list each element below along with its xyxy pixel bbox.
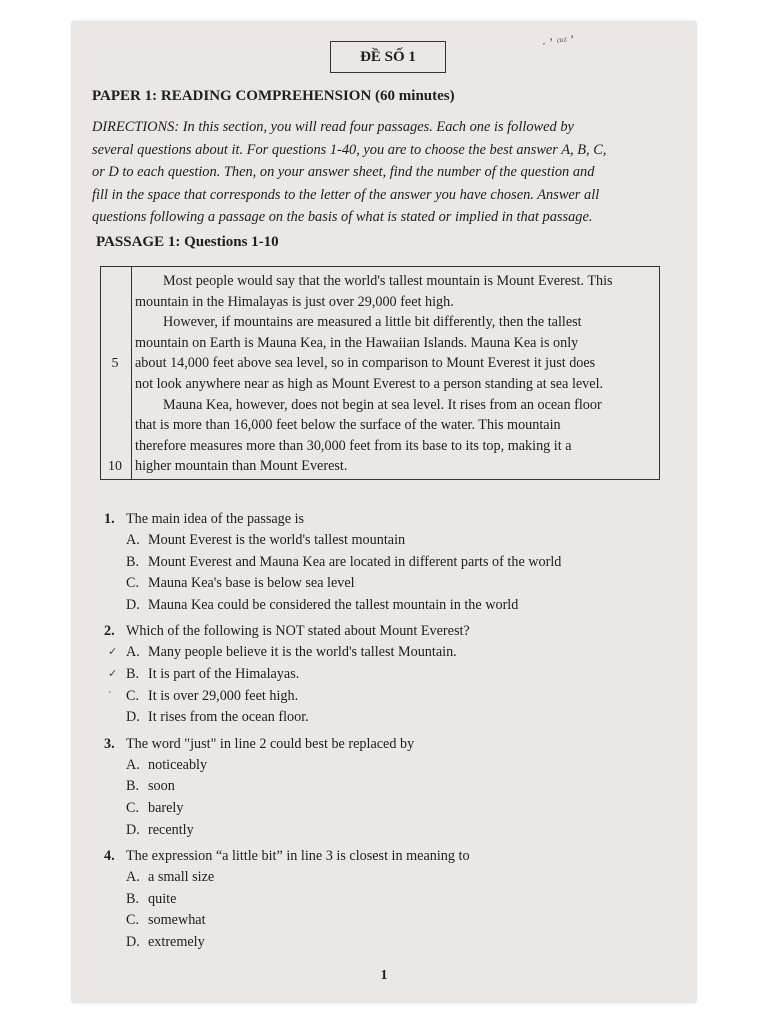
exam-title bbox=[330, 41, 446, 73]
question-4 bbox=[104, 845, 664, 953]
question-stem bbox=[104, 508, 664, 530]
option-text: noticeably bbox=[148, 756, 208, 773]
answer-option[interactable] bbox=[104, 867, 664, 889]
answer-option[interactable] bbox=[104, 798, 664, 820]
question-text: Which of the following is NOT stated about Mount Everest? bbox=[126, 623, 470, 640]
question-number: 3. bbox=[104, 735, 115, 752]
answer-option[interactable] bbox=[104, 932, 664, 954]
option-letter: B. bbox=[126, 778, 140, 795]
passage-line: not look anywhere near as high as Mount Everest to a person standing at sea level. bbox=[135, 375, 604, 392]
passage-line: Most people would say that the world's tallest mountain is Mount Everest. This bbox=[163, 273, 613, 289]
answer-option[interactable] bbox=[104, 707, 664, 729]
answer-option[interactable] bbox=[104, 552, 664, 574]
option-text: Mount Everest is the world's tallest mountain bbox=[148, 532, 406, 548]
directions-line: fill in the space that corresponds to the letter of the answer you have chosen. Answer all bbox=[92, 186, 600, 203]
option-text: It rises from the ocean floor. bbox=[148, 709, 309, 726]
question-1 bbox=[104, 508, 664, 616]
option-letter: D. bbox=[126, 821, 140, 838]
question-stem bbox=[104, 845, 664, 867]
line-number-10: 10 bbox=[108, 459, 122, 474]
passage-line: about 14,000 feet above sea level, so in comparison to Mount Everest it just does bbox=[135, 355, 596, 372]
passage-line: mountain in the Himalayas is just over 29,000 feet high. bbox=[135, 293, 454, 310]
option-text: barely bbox=[148, 799, 184, 816]
option-text: extremely bbox=[148, 933, 205, 950]
line-number-5: 5 bbox=[111, 356, 119, 371]
answer-option[interactable] bbox=[104, 664, 664, 686]
answer-option[interactable] bbox=[104, 910, 664, 932]
option-letter: C. bbox=[126, 912, 140, 929]
directions-line: questions following a passage on the basis of what is stated or implied in that passage. bbox=[92, 209, 593, 225]
option-text: quite bbox=[148, 890, 177, 907]
line-number-column bbox=[101, 267, 132, 479]
answer-option[interactable] bbox=[104, 686, 664, 708]
question-number: 2. bbox=[104, 623, 115, 640]
answer-option[interactable] bbox=[104, 530, 664, 552]
handwritten-check-icon: ✓ bbox=[108, 646, 118, 659]
option-letter: A. bbox=[126, 644, 140, 661]
directions bbox=[92, 116, 672, 229]
passage-line: mountain on Earth is Mauna Kea, in the Hawaiian Islands. Mauna Kea is only bbox=[135, 334, 579, 351]
passage-line: higher mountain than Mount Everest. bbox=[135, 458, 348, 475]
paper-title: PAPER 1: READING COMPREHENSION (60 minutes) bbox=[92, 88, 455, 104]
answer-option[interactable] bbox=[104, 755, 664, 777]
option-text: It is over 29,000 feet high. bbox=[148, 687, 299, 704]
passage-line: therefore measures more than 30,000 feet from its base to its top, making it a bbox=[135, 437, 572, 454]
passage-box bbox=[100, 266, 660, 480]
answer-option[interactable] bbox=[104, 889, 664, 911]
question-3 bbox=[104, 733, 664, 841]
question-2 bbox=[104, 620, 664, 728]
option-letter: C. bbox=[126, 687, 140, 704]
option-letter: B. bbox=[126, 890, 140, 907]
option-letter: A. bbox=[126, 756, 140, 773]
option-letter: D. bbox=[126, 596, 140, 613]
exam-title-text: ĐỀ SỐ 1 bbox=[360, 48, 416, 65]
directions-line: or D to each question. Then, on your answer sheet, find the number of the question and bbox=[92, 164, 595, 180]
option-letter: C. bbox=[126, 575, 140, 592]
answer-option[interactable] bbox=[104, 820, 664, 842]
handwritten-check-icon: ✓ bbox=[108, 667, 118, 680]
option-text: It is part of the Himalayas. bbox=[148, 665, 300, 682]
passage-text bbox=[135, 271, 657, 477]
question-list bbox=[104, 508, 664, 958]
option-text: soon bbox=[148, 778, 175, 795]
directions-line: DIRECTIONS: In this section, you will read four passages. Each one is followed by bbox=[92, 119, 574, 135]
option-text: Mauna Kea's base is below sea level bbox=[148, 575, 355, 592]
answer-option[interactable] bbox=[104, 776, 664, 798]
option-text: Mauna Kea could be considered the tallest mountain in the world bbox=[148, 596, 519, 613]
handwritten-check-icon: ˋ bbox=[108, 689, 112, 702]
question-stem bbox=[104, 733, 664, 755]
passage-line: However, if mountains are measured a little bit differently, then the tallest bbox=[163, 314, 582, 331]
option-letter: A. bbox=[126, 869, 140, 886]
option-letter: A. bbox=[126, 532, 140, 548]
handwritten-note: · ʼ ᶜᵘᶻ ʼ bbox=[541, 31, 575, 52]
passage-line: that is more than 16,000 feet below the surface of the water. This mountain bbox=[135, 417, 561, 434]
question-text: The main idea of the passage is bbox=[126, 511, 305, 527]
question-number: 4. bbox=[104, 848, 115, 865]
question-stem bbox=[104, 620, 664, 642]
option-text: recently bbox=[148, 821, 194, 838]
exam-page bbox=[72, 22, 696, 1002]
answer-option[interactable] bbox=[104, 595, 664, 617]
option-letter: D. bbox=[126, 933, 140, 950]
option-text: a small size bbox=[148, 869, 215, 886]
directions-line: several questions about it. For questions 1-40, you are to choose the best answer A, B, C, bbox=[92, 141, 607, 158]
option-letter: B. bbox=[126, 665, 140, 682]
page-number: 1 bbox=[380, 968, 388, 983]
option-text: Many people believe it is the world's tallest Mountain. bbox=[148, 644, 457, 661]
question-number: 1. bbox=[104, 511, 115, 527]
question-text: The word "just" in line 2 could best be replaced by bbox=[126, 735, 415, 752]
question-text: The expression “a little bit” in line 3 is closest in meaning to bbox=[126, 848, 470, 865]
passage-heading: PASSAGE 1: Questions 1-10 bbox=[96, 234, 279, 250]
option-letter: C. bbox=[126, 799, 140, 816]
answer-option[interactable] bbox=[104, 573, 664, 595]
option-text: Mount Everest and Mauna Kea are located in different parts of the world bbox=[148, 553, 562, 570]
passage-line: Mauna Kea, however, does not begin at sea level. It rises from an ocean floor bbox=[163, 396, 602, 413]
answer-option[interactable] bbox=[104, 642, 664, 664]
option-letter: B. bbox=[126, 553, 140, 570]
option-text: somewhat bbox=[148, 912, 206, 929]
option-letter: D. bbox=[126, 709, 140, 726]
